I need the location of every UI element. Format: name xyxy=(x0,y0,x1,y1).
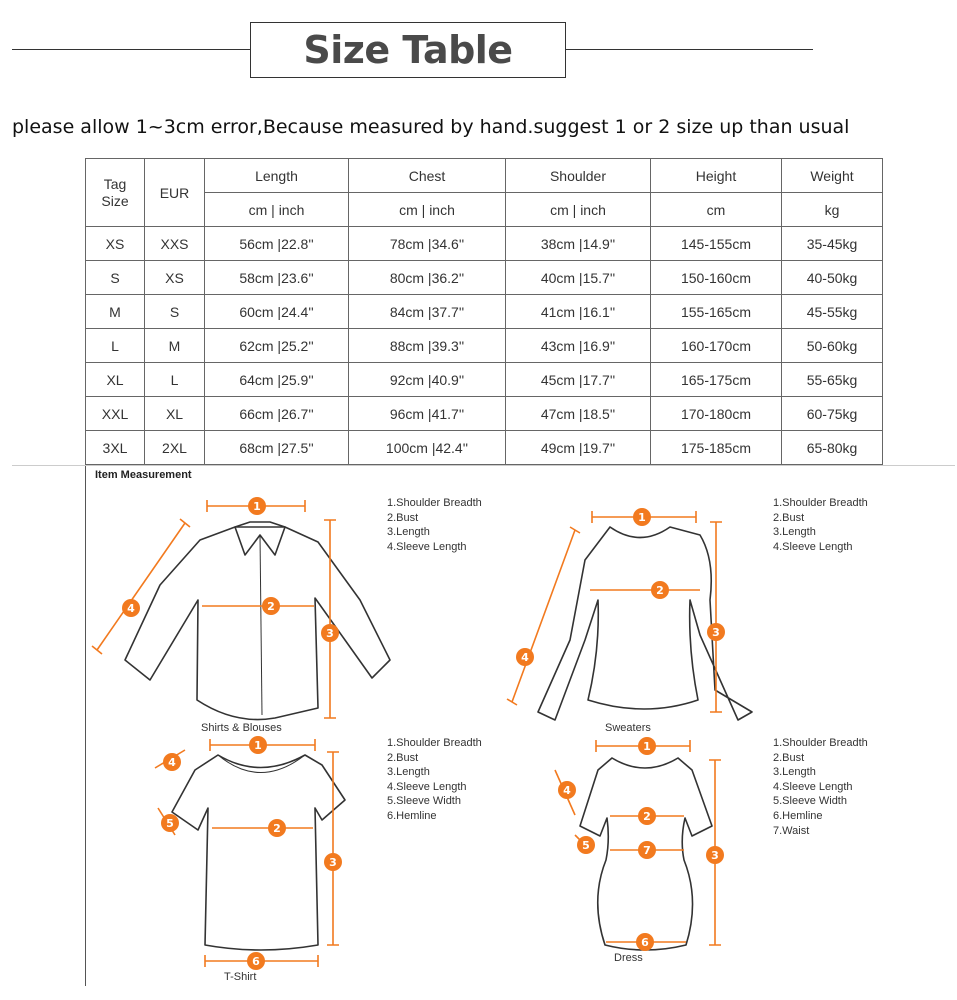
legend-shirts xyxy=(387,496,482,554)
cell-eur: XS xyxy=(145,261,205,295)
header-chest: Chest xyxy=(349,159,506,193)
cell-chest: 92cm |40.9'' xyxy=(349,363,506,397)
cell-length: 66cm |26.7'' xyxy=(205,397,349,431)
legend-item: 1.Shoulder Breadth xyxy=(773,737,868,749)
cell-shoulder: 41cm |16.1'' xyxy=(506,295,651,329)
caption-tshirt: T-Shirt xyxy=(224,971,257,983)
legend-item: 3.Length xyxy=(387,526,430,539)
svg-text:2: 2 xyxy=(643,810,651,823)
cell-length: 64cm |25.9'' xyxy=(205,363,349,397)
svg-text:3: 3 xyxy=(326,627,334,640)
cell-weight: 45-55kg xyxy=(782,295,883,329)
svg-text:2: 2 xyxy=(267,600,275,613)
legend-item: 2.Bust xyxy=(773,751,805,764)
cell-weight: 35-45kg xyxy=(782,227,883,261)
cell-eur: XXS xyxy=(145,227,205,261)
caption-shirts: Shirts & Blouses xyxy=(201,722,282,734)
svg-text:3: 3 xyxy=(329,856,337,869)
svg-text:5: 5 xyxy=(166,817,174,830)
cell-chest: 80cm |36.2'' xyxy=(349,261,506,295)
legend-item: 5.Sleeve Width xyxy=(773,795,847,808)
page-title: Size Table xyxy=(303,28,513,72)
cell-length: 60cm |24.4'' xyxy=(205,295,349,329)
cell-weight: 65-80kg xyxy=(782,431,883,465)
svg-text:7: 7 xyxy=(643,844,651,857)
svg-text:2: 2 xyxy=(656,584,664,597)
legend-item: 6.Hemline xyxy=(387,809,437,822)
header-eur: EUR xyxy=(145,159,205,227)
tshirt-outline xyxy=(172,755,345,950)
cell-chest: 100cm |42.4'' xyxy=(349,431,506,465)
cell-tag: XS xyxy=(86,227,145,261)
cell-height: 165-175cm xyxy=(651,363,782,397)
svg-text:4: 4 xyxy=(168,756,176,769)
legend-item: 1.Shoulder Breadth xyxy=(387,497,482,509)
cell-shoulder: 49cm |19.7'' xyxy=(506,431,651,465)
header-length: Length xyxy=(205,159,349,193)
cell-weight: 60-75kg xyxy=(782,397,883,431)
legend-item: 3.Length xyxy=(387,766,430,779)
cell-length: 56cm |22.8'' xyxy=(205,227,349,261)
legend-sweaters xyxy=(773,496,868,554)
svg-text:2: 2 xyxy=(273,822,281,835)
unit-height: cm xyxy=(651,193,782,227)
cell-tag: XL xyxy=(86,363,145,397)
cell-tag: L xyxy=(86,329,145,363)
cell-height: 155-165cm xyxy=(651,295,782,329)
cell-weight: 55-65kg xyxy=(782,363,883,397)
cell-shoulder: 40cm |15.7'' xyxy=(506,261,651,295)
cell-chest: 96cm |41.7'' xyxy=(349,397,506,431)
header-height: Height xyxy=(651,159,782,193)
cell-length: 68cm |27.5'' xyxy=(205,431,349,465)
cell-height: 170-180cm xyxy=(651,397,782,431)
svg-text:6: 6 xyxy=(252,955,260,968)
legend-dress xyxy=(773,736,868,838)
cell-weight: 50-60kg xyxy=(782,329,883,363)
legend-item: 2.Bust xyxy=(773,511,805,524)
cell-eur: 2XL xyxy=(145,431,205,465)
cell-tag: M xyxy=(86,295,145,329)
legend-item: 3.Length xyxy=(773,766,816,779)
cell-shoulder: 38cm |14.9'' xyxy=(506,227,651,261)
cell-tag: XXL xyxy=(86,397,145,431)
svg-text:3: 3 xyxy=(712,626,720,639)
legend-item: 4.Sleeve Length xyxy=(773,540,853,553)
svg-text:6: 6 xyxy=(641,936,649,949)
cell-height: 145-155cm xyxy=(651,227,782,261)
legend-item: 1.Shoulder Breadth xyxy=(387,737,482,749)
cell-chest: 88cm |39.3'' xyxy=(349,329,506,363)
legend-item: 4.Sleeve Length xyxy=(387,780,467,793)
cell-height: 160-170cm xyxy=(651,329,782,363)
legend-item: 4.Sleeve Length xyxy=(773,780,853,793)
header-shoulder: Shoulder xyxy=(506,159,651,193)
cell-chest: 78cm |34.6'' xyxy=(349,227,506,261)
unit-length: cm | inch xyxy=(205,193,349,227)
cell-length: 58cm |23.6'' xyxy=(205,261,349,295)
cell-chest: 84cm |37.7'' xyxy=(349,295,506,329)
legend-item: 5.Sleeve Width xyxy=(387,795,461,808)
cell-shoulder: 43cm |16.9'' xyxy=(506,329,651,363)
cell-eur: XL xyxy=(145,397,205,431)
error-note: please allow 1~3cm error,Because measured by hand.suggest 1 or 2 size up than usual xyxy=(12,116,850,138)
cell-weight: 40-50kg xyxy=(782,261,883,295)
legend-item: 7.Waist xyxy=(773,824,810,837)
legend-item: 1.Shoulder Breadth xyxy=(773,497,868,509)
legend-item: 6.Hemline xyxy=(773,809,823,822)
cell-eur: L xyxy=(145,363,205,397)
cell-height: 150-160cm xyxy=(651,261,782,295)
legend-item: 2.Bust xyxy=(387,751,419,764)
item-measurement-title: Item Measurement xyxy=(95,469,192,481)
legend-tshirt xyxy=(387,736,482,824)
svg-text:4: 4 xyxy=(127,602,135,615)
unit-weight: kg xyxy=(782,193,883,227)
svg-text:1: 1 xyxy=(638,511,646,524)
legend-item: 3.Length xyxy=(773,526,816,539)
sweater-outline xyxy=(538,527,752,720)
cell-tag: 3XL xyxy=(86,431,145,465)
cell-eur: S xyxy=(145,295,205,329)
shirt-outline xyxy=(125,527,390,720)
svg-text:1: 1 xyxy=(643,740,651,753)
header-weight: Weight xyxy=(782,159,883,193)
unit-shoulder: cm | inch xyxy=(506,193,651,227)
unit-chest: cm | inch xyxy=(349,193,506,227)
badge-number: 1 xyxy=(253,500,261,513)
cell-shoulder: 45cm |17.7'' xyxy=(506,363,651,397)
caption-dress: Dress xyxy=(614,952,643,964)
cell-tag: S xyxy=(86,261,145,295)
cell-length: 62cm |25.2'' xyxy=(205,329,349,363)
legend-item: 2.Bust xyxy=(387,511,419,524)
svg-text:4: 4 xyxy=(563,784,571,797)
caption-sweaters: Sweaters xyxy=(605,722,651,734)
svg-text:1: 1 xyxy=(254,739,262,752)
svg-text:4: 4 xyxy=(521,651,529,664)
svg-text:3: 3 xyxy=(711,849,719,862)
header-tag-size: Tag Size xyxy=(86,159,145,227)
legend-item: 4.Sleeve Length xyxy=(387,540,467,553)
cell-shoulder: 47cm |18.5'' xyxy=(506,397,651,431)
cell-eur: M xyxy=(145,329,205,363)
cell-height: 175-185cm xyxy=(651,431,782,465)
svg-text:5: 5 xyxy=(582,839,590,852)
